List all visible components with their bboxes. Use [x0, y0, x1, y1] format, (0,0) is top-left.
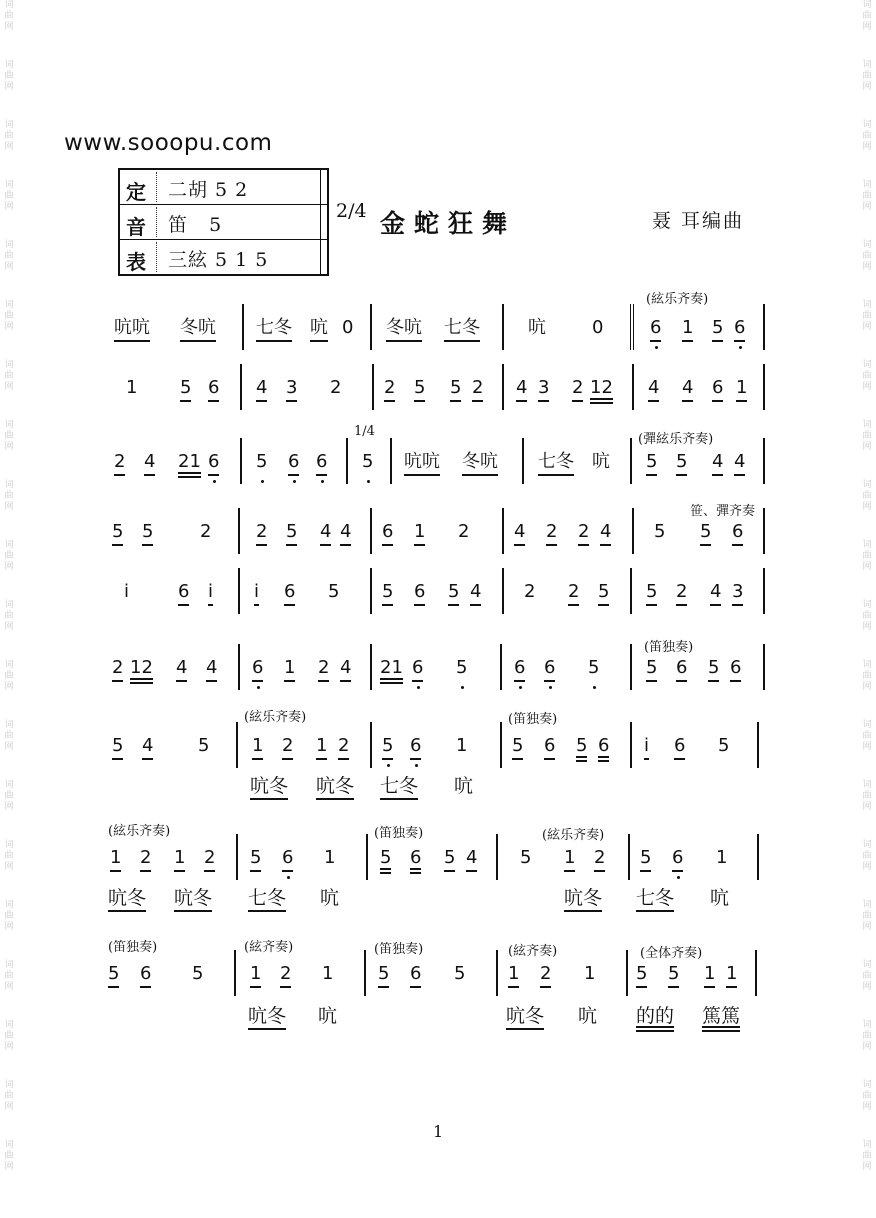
note: 5 [382, 581, 394, 602]
note: 2 [318, 657, 330, 678]
note: 2 [330, 377, 342, 398]
barline [236, 834, 238, 880]
note: 2 [384, 377, 396, 398]
note: 4 [516, 377, 528, 398]
note: 5 [112, 521, 124, 542]
note: 1 [508, 963, 520, 984]
note: 5 [646, 581, 658, 602]
note: 6 [734, 317, 746, 338]
note: 2 [568, 581, 580, 602]
tuning-label: 表 [126, 250, 146, 274]
performance-annotation: 笹、彈齐奏 [690, 504, 756, 519]
note: 6 [544, 735, 556, 756]
note: 4 [256, 377, 268, 398]
watermark-text: 词 曲 网 [862, 960, 872, 992]
barline [502, 568, 504, 614]
note: 6 [676, 657, 688, 678]
note: 5 [636, 963, 648, 984]
barline [370, 722, 372, 768]
watermark-text: 词 曲 网 [862, 1020, 872, 1052]
note: 5 [382, 735, 394, 756]
barline [364, 950, 366, 996]
site-url: www.sooopu.com [64, 130, 273, 156]
percussion-syllable: 冬吭 [180, 317, 216, 338]
note: 5 [378, 963, 390, 984]
note: 5 [450, 377, 462, 398]
note: i [254, 581, 260, 602]
watermark-text: 词 曲 网 [4, 120, 14, 152]
barline [630, 722, 632, 768]
note: 1 [704, 963, 716, 984]
barline [630, 644, 632, 690]
percussion-syllable: 吭 [318, 1005, 338, 1027]
note: 6 [514, 657, 526, 678]
note: 4 [734, 451, 746, 472]
percussion-syllable: 吭 [454, 775, 474, 797]
barline [370, 304, 372, 350]
note: i [124, 581, 130, 602]
note: 4 [142, 735, 154, 756]
note: 2 [458, 521, 470, 542]
percussion-syllable: 的的 [636, 1005, 675, 1027]
note: 6 [140, 963, 152, 984]
note: 4 [176, 657, 188, 678]
barline [763, 508, 765, 554]
watermark-text: 词 曲 网 [862, 1080, 872, 1112]
percussion-syllable: 吭冬 [174, 887, 213, 909]
note: 3 [538, 377, 550, 398]
note: 5 [668, 963, 680, 984]
note: 6 [650, 317, 662, 338]
barline [632, 508, 634, 554]
percussion-syllable: 七冬 [538, 451, 574, 472]
performance-annotation: (彈絃乐齐奏) [638, 432, 714, 447]
note: 5 [328, 581, 340, 602]
watermark-text: 词 曲 网 [862, 780, 872, 812]
note: 6 [712, 377, 724, 398]
note: 4 [206, 657, 218, 678]
barline [238, 644, 240, 690]
performance-annotation: (全体齐奏) [640, 946, 703, 961]
barline [628, 834, 630, 880]
note: 1 [456, 735, 468, 756]
watermark-text: 词 曲 网 [4, 240, 14, 272]
watermark-text: 词 曲 网 [862, 360, 872, 392]
percussion-syllable: 吭吭 [114, 317, 150, 338]
watermark-text: 词 曲 网 [4, 480, 14, 512]
note: 4 [648, 377, 660, 398]
barline [763, 644, 765, 690]
note: 5 [598, 581, 610, 602]
performance-annotation: (絃乐齐奏) [108, 824, 171, 839]
barline [763, 364, 765, 410]
watermark-text: 词 曲 网 [4, 720, 14, 752]
note: 6 [414, 581, 426, 602]
note: 1 [414, 521, 426, 542]
barline [240, 364, 242, 410]
barline [632, 364, 634, 410]
note: 2 [540, 963, 552, 984]
note: 3 [732, 581, 744, 602]
note: 6 [544, 657, 556, 678]
composer: 聂 耳编曲 [652, 210, 745, 232]
watermark-text: 词 曲 网 [862, 540, 872, 572]
note: 2 [280, 963, 292, 984]
note: 6 [732, 521, 744, 542]
song-title: 金蛇狂舞 [380, 209, 517, 238]
barline [757, 834, 759, 880]
note: 6 [410, 963, 422, 984]
percussion-syllable: 吭 [592, 451, 610, 472]
note: 4 [340, 657, 352, 678]
barline [626, 950, 628, 996]
performance-annotation: (笛独奏) [644, 640, 694, 655]
note: 5 [654, 521, 666, 542]
percussion-syllable: 冬吭 [386, 317, 422, 338]
note: 4 [470, 581, 482, 602]
note: 5 [286, 521, 298, 542]
note: 2 [676, 581, 688, 602]
performance-annotation: (笛独奏) [374, 942, 424, 957]
watermark-text: 词 曲 网 [4, 420, 14, 452]
note: 6 [282, 847, 294, 868]
note: 1 [284, 657, 296, 678]
watermark-text: 词 曲 网 [862, 240, 872, 272]
note: 1 [682, 317, 694, 338]
note: 6 [208, 451, 220, 472]
note: 5 [414, 377, 426, 398]
repeat-barline [630, 304, 634, 350]
note: 5 [646, 657, 658, 678]
watermark-text: 词 曲 网 [4, 300, 14, 332]
percussion-syllable: 吭冬 [250, 775, 289, 797]
tuning-label: 定 [126, 180, 146, 204]
percussion-syllable: 吭冬 [564, 887, 603, 909]
note: 1 [716, 847, 728, 868]
note: 2 [112, 657, 124, 678]
barline [238, 568, 240, 614]
note: 4 [682, 377, 694, 398]
note: 5 [456, 657, 468, 678]
tuning-label: 音 [126, 215, 146, 239]
watermark-text: 词 曲 网 [4, 180, 14, 212]
watermark-text: 词 曲 网 [4, 780, 14, 812]
watermark-text: 词 曲 网 [4, 540, 14, 572]
note: 1 [126, 377, 138, 398]
note: 6 [674, 735, 686, 756]
note: 6 [410, 735, 422, 756]
note: 4 [710, 581, 722, 602]
note: 5 [588, 657, 600, 678]
percussion-syllable: 吭冬 [506, 1005, 545, 1027]
performance-annotation: (笛独奏) [108, 940, 158, 955]
watermark-text: 词 曲 网 [4, 960, 14, 992]
note: 1 [110, 847, 122, 868]
note: i [208, 581, 214, 602]
performance-annotation: (絃乐齐奏) [646, 292, 709, 307]
watermark-text: 词 曲 网 [862, 180, 872, 212]
watermark-text: 词 曲 网 [862, 660, 872, 692]
watermark-text: 词 曲 网 [862, 600, 872, 632]
note: 2 [200, 521, 212, 542]
page-number: 1 [433, 1122, 444, 1141]
note: 6 [382, 521, 394, 542]
note: 0 [592, 317, 604, 338]
note: 5 [142, 521, 154, 542]
watermark-text: 词 曲 网 [4, 600, 14, 632]
note: 1 [322, 963, 334, 984]
note: 0 [342, 317, 354, 338]
watermark-text: 词 曲 网 [862, 120, 872, 152]
note: 2 [578, 521, 590, 542]
note: 6 [252, 657, 264, 678]
note: 3 [286, 377, 298, 398]
percussion-syllable: 篤篤 [702, 1005, 741, 1027]
percussion-syllable: 吭 [710, 887, 730, 909]
note: 5 [380, 847, 392, 868]
note: 1 [252, 735, 264, 756]
barline [370, 508, 372, 554]
note: 21 [178, 451, 201, 472]
barline [370, 568, 372, 614]
barline [496, 950, 498, 996]
note: 1 [736, 377, 748, 398]
note: 6 [178, 581, 190, 602]
note: 5 [454, 963, 466, 984]
note: 6 [730, 657, 742, 678]
watermark-text: 词 曲 网 [4, 660, 14, 692]
note: 4 [340, 521, 352, 542]
note: 5 [512, 735, 524, 756]
note: 5 [676, 451, 688, 472]
barline [346, 438, 348, 484]
tuning-value: 三絃 5 1 5 [168, 249, 269, 271]
note: 5 [576, 735, 588, 756]
note: 4 [712, 451, 724, 472]
note: 2 [204, 847, 216, 868]
barline [500, 722, 502, 768]
percussion-syllable: 吭 [578, 1005, 598, 1027]
note: 2 [546, 521, 558, 542]
percussion-syllable: 冬吭 [462, 451, 498, 472]
note: 12 [130, 657, 153, 678]
barline [763, 304, 765, 350]
watermark-text: 词 曲 网 [862, 900, 872, 932]
watermark-text: 词 曲 网 [4, 1140, 14, 1172]
barline [630, 438, 632, 484]
tuning-value: 笛 5 [168, 214, 223, 236]
barline [234, 950, 236, 996]
barline [502, 304, 504, 350]
percussion-syllable: 吭 [320, 887, 340, 909]
note: 5 [198, 735, 210, 756]
note: 5 [108, 963, 120, 984]
barline [763, 438, 765, 484]
watermark-text: 词 曲 网 [862, 60, 872, 92]
time-signature: 2/4 [336, 200, 367, 222]
note: 4 [600, 521, 612, 542]
note: 6 [208, 377, 220, 398]
percussion-syllable: 吭吭 [404, 451, 440, 472]
watermark-text: 词 曲 网 [4, 0, 14, 32]
percussion-syllable: 七冬 [444, 317, 480, 338]
performance-annotation: 1/4 [354, 424, 375, 439]
note: 1 [316, 735, 328, 756]
note: 5 [362, 451, 374, 472]
barline [238, 508, 240, 554]
note: 2 [572, 377, 584, 398]
barline [630, 568, 632, 614]
note: 2 [282, 735, 294, 756]
note: 6 [672, 847, 684, 868]
note: 1 [726, 963, 738, 984]
note: 5 [700, 521, 712, 542]
barline [496, 834, 498, 880]
barline [366, 834, 368, 880]
barline [522, 438, 524, 484]
note: 12 [590, 377, 613, 398]
tuning-value: 二胡 5 2 [168, 179, 249, 201]
note: 5 [444, 847, 456, 868]
note: 1 [250, 963, 262, 984]
percussion-syllable: 吭冬 [108, 887, 147, 909]
note: 4 [466, 847, 478, 868]
note: 6 [288, 451, 300, 472]
note: 6 [598, 735, 610, 756]
barline [370, 644, 372, 690]
note: 6 [410, 847, 422, 868]
note: 4 [320, 521, 332, 542]
note: 2 [524, 581, 536, 602]
note: 2 [114, 451, 126, 472]
performance-annotation: (絃齐奏) [244, 940, 294, 955]
note: 5 [192, 963, 204, 984]
watermark-text: 词 曲 网 [4, 1080, 14, 1112]
performance-annotation: (絃齐奏) [508, 944, 558, 959]
watermark-text: 词 曲 网 [862, 420, 872, 452]
note: 2 [140, 847, 152, 868]
percussion-syllable: 吭冬 [248, 1005, 287, 1027]
note: 5 [712, 317, 724, 338]
note: 6 [284, 581, 296, 602]
barline [500, 644, 502, 690]
barline [757, 722, 759, 768]
watermark-text: 词 曲 网 [862, 300, 872, 332]
note: 5 [256, 451, 268, 472]
percussion-syllable: 吭冬 [316, 775, 355, 797]
note: i [644, 735, 650, 756]
note: 5 [180, 377, 192, 398]
watermark-text: 词 曲 网 [4, 840, 14, 872]
barline [502, 508, 504, 554]
watermark-text: 词 曲 网 [862, 840, 872, 872]
percussion-syllable: 七冬 [636, 887, 675, 909]
note: 5 [520, 847, 532, 868]
note: 1 [584, 963, 596, 984]
note: 2 [594, 847, 606, 868]
note: 1 [174, 847, 186, 868]
barline [502, 364, 504, 410]
percussion-syllable: 七冬 [248, 887, 287, 909]
percussion-syllable: 七冬 [256, 317, 292, 338]
watermark-text: 词 曲 网 [862, 1140, 872, 1172]
watermark-text: 词 曲 网 [862, 720, 872, 752]
note: 5 [646, 451, 658, 472]
watermark-text: 词 曲 网 [862, 0, 872, 32]
performance-annotation: (笛独奏) [374, 826, 424, 841]
performance-annotation: (絃乐齐奏) [244, 710, 307, 725]
note: 5 [112, 735, 124, 756]
note: 5 [708, 657, 720, 678]
note: 5 [448, 581, 460, 602]
note: 5 [718, 735, 730, 756]
note: 6 [412, 657, 424, 678]
percussion-syllable: 吭 [528, 317, 546, 338]
barline [242, 304, 244, 350]
watermark-text: 词 曲 网 [862, 480, 872, 512]
barline [372, 364, 374, 410]
note: 1 [324, 847, 336, 868]
note: 1 [564, 847, 576, 868]
barline [390, 438, 392, 484]
watermark-text: 词 曲 网 [4, 1020, 14, 1052]
note: 4 [514, 521, 526, 542]
watermark-text: 词 曲 网 [4, 60, 14, 92]
performance-annotation: (笛独奏) [508, 712, 558, 727]
percussion-syllable: 吭 [310, 317, 328, 338]
note: 2 [472, 377, 484, 398]
note: 21 [380, 657, 403, 678]
note: 2 [338, 735, 350, 756]
note: 4 [144, 451, 156, 472]
percussion-syllable: 七冬 [380, 775, 419, 797]
watermark-text: 词 曲 网 [4, 900, 14, 932]
performance-annotation: (絃乐齐奏) [542, 828, 605, 843]
note: 5 [640, 847, 652, 868]
note: 5 [250, 847, 262, 868]
barline [763, 568, 765, 614]
watermark-text: 词 曲 网 [4, 360, 14, 392]
note: 2 [256, 521, 268, 542]
barline [240, 438, 242, 484]
barline [755, 950, 757, 996]
note: 6 [316, 451, 328, 472]
barline [236, 722, 238, 768]
